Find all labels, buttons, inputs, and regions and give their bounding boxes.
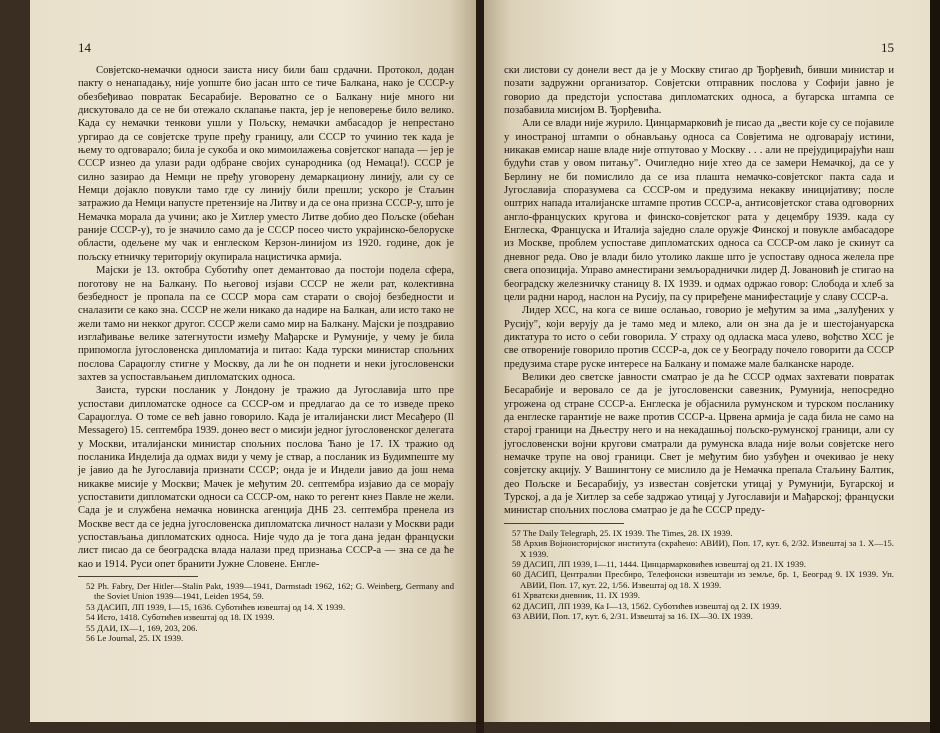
right-page [484, 0, 930, 722]
paragraph: Велики део светске јавности сматрао је да ће СССР одмах захтевати повратак Бесарабије и веровало се да је југословенски савезник, Румунија, непосредно угрожена од стране СССР-а. Енглеска је објаснила румунском и турском посланику да енглеске гарантије не важе против СССР-а. Црвена армија је сада била не само на старој граници на Дњестру него и на некадашњој пољско-румунској граници, али су југословенски војни кругови сматрали да румунска влада није вољи совјетске него немачке трупе на овој граници. Свет је међутим био узбуђен и очекивао је неку совјетску акцију. У Вашингтону се мислило да је Немачка препала Стаљину Балтик, део Пољске и Бесарабију, уз известан совјетски утицај у Румунији, Бугарској и Турској, а да је Хитлер за себе задржао утицај у Југославији и Мађарској; француски министар спољних послова сматрао је да ће СССР преду- [504, 371, 894, 517]
page-number-left: 14 [78, 40, 91, 55]
left-page [30, 0, 476, 722]
left-body-text [78, 64, 454, 571]
footnote: 52 Ph. Fabry, Der Hitler—Stalin Pakt, 1939—1941, Darmstadt 1962, 162; G. Weinberg, Germany and the Soviet Union 1939—1941, Leiden 1954, 59. [86, 581, 454, 602]
book-edge [930, 0, 940, 733]
paragraph: Совјетско-немачки односи заиста нису били баш срдачни. Протокол, додан пакту о ненападању, није уопште био јасан што се тиче Балкана, нако је СССР-у обезбеђивао повратак Бесарабије. Вероватно се о Балкану није много ни дискутовало да се не би отежало склапање пакта, јер је неповерење било велико. Када су немачки тенкови ушли у Пољску, немачки амбасадор је непрестано ургирао да се совјетске трупе пређу границу, али СССР то учинио тек када је њему то одговарало; била је сукоба и око мимоилажења совјетског напада — јер је СССР изнео да улази ради одбране својих сународника (од Немаца!). СССР је силно зазирао да Немци не пређу уговорену демаркациону линију, али су се Немци дојакло повукли тамо где су линију били прешли; ускоро је Стаљин затражио да Немци напусте претензије на Литву и да се она призна СССР-у, што је Немачка морала да учини; ако је Хитлер уместо Литве добио део Пољске (обећан раније СССР-у), то је значило само да је СССР посео чисто украјинско-белоруске области, одељене му чак и енглеском Керзон-линијом из 1920. године, док је пољску етничку територију окупирала нацистичка армија. [78, 65, 454, 263]
footnote-divider [78, 576, 198, 577]
paragraph: Заиста, турски посланик у Лондону је тражио да Југославија што пре успостави дипломатске односе са СССР-ом и предлагао да се то изведе преко Сараџоглуа. О томе се већ јавно говорило. Када је италијански лист Месађеро (Il Messagero) 15. септембра 1939. донео вест о мисији једног југословенског делегата у Москви, италијански министар спољних послова Ћано је 17. IX тражио од посланика Инделија да одмах види у чему је ствар, а посланик из Будимпеште му је јавио да ће Југославија признати СССР; онда је и Индели јавио да још нема никакве мисије у Москви; Мачек је међутим 20. септембра изјавио да се мораjу успоставити дипломатски односи са СССР-ом, нако то регент кнез Павле не жели. Сада је и службена немачка новинска агенција ДНБ 23. септембра пренела из Москве вест да се једна југословенска дипломатска личност налази у Москви ради успостављања дипломатских односа. Није чудо да је тога дана један француски лист писао да се београдска влада налази пред признања СССР-а — зна се да ће као и 1914. Руси опет бранити Јужне Словене. Енгле- [78, 385, 454, 570]
right-body-text [504, 64, 894, 518]
footnote: 58 Архив Војноисторијског института (скраћено: АВИИ), Поп. 17, кут. 6, 2/32. Извештај за 1. X—15. X 1939. [512, 538, 894, 559]
footnote: 59 ДАСИП, ЛП 1939, I—11, 1444. Цинцармарковићев извештај од 21. IX 1939. [512, 558, 806, 569]
footnote: 54 Исто, 1418. Суботићев извештај од 18. IX 1939. [86, 612, 275, 623]
paragraph: ски листови су донели вест да је у Москву стигао др Ђорђевић, бивши министар и позати задружни организатор. Совјетски отправник пословa у Софији јавно је говорио да предстоји успостава дипломатских односа, а бугарска штампа се позабавила мисијом В. Ђорђевића. [504, 65, 894, 117]
paragraph: Лидер ХСС, на кога се више ослањао, говорио је међутим за има „залуђених у Русију", који верују да је тамо мед и млеко, али он зна да је и шестојануарска диктатура то исто о себи говорила. У страху од одласка маса улево, вођство ХСС је све отвореније говорило против СССР-а, док се у Београду почело говорити да СССР предузима старе руске интересе на Балкану и помаже мале балканске народе. [504, 305, 894, 370]
left-footnotes [78, 581, 454, 643]
page-number-right: 15 [881, 40, 894, 55]
paragraph: Али се влади није журило. Цинцармарковић је писао да „вести које су се појавиле у иностраној штампи о обнављању односа са Совјетима не одговарају истини, никакав емисар наше владе није отпутовао у Москву . . . али не прејудицирајући наш будући став у овом питању". Очигледно није хтео да се замери Немачкој, да се у Берлину не би помислило да се иза плашта немачко-совјетског пакта сада и Југославија споразумева са СССР-ом и предузима некакву иницијативу; после оштрих напада италијанске штампе против СССР-а, антисовјетског става одговорних англо-француских кругова и финско-совјетског рата у децембру 1939. када су Енглеска, Француска и Италија заједно слале оружје Финској и повукле амбасадоре из Москве, проблем успоставе дипломатских односа са СССР-ом лако је скинут са дневног реда. Ово је влади било утолико лакше што је успоставу односа желела пре свега опозиција. Управо амнестирани земљораднички лидер Д. Јовановић је стигао на београдску железничку станицу 8. IX 1939. и одмах одржао говор: Слобода и хлеб за цели радни народ, наслон на Русију, па су приређене манифестације у славу СССР-а. [504, 118, 894, 303]
footnote: 62 ДАСИП, ЛП 1939, Ка I—13, 1562. Суботићев извештај од 2. IX 1939. [512, 600, 782, 611]
footnote: 63 АВИИ, Поп. 17, кут. 6, 2/31. Извештај за 16. IX—30. IX 1939. [512, 610, 753, 621]
book-gutter [476, 0, 484, 733]
footnote: 55 ДАИ, IX—1, 169, 203, 206. [86, 622, 198, 633]
footnote: 56 Le Journal, 25. IX 1939. [86, 633, 184, 644]
right-footnotes [504, 528, 894, 622]
footnote: 60 ДАСИП, Централни Пресбиро, Телефонски извештаји из земље, бр. 1, Београд 9. IX 1939. Уп. АВИИ, Поп. 17, кут. 22, 1/56. Извештај од 18. X 1939. [512, 569, 894, 590]
footnote-divider [504, 523, 624, 524]
footnote: 57 The Daily Telegraph, 25. IX 1939. The Times, 28. IX 1939. [512, 527, 733, 538]
footnote: 53 ДАСИП, ЛП 1939, I—15, 1636. Суботићев извештај од 14. X 1939. [86, 601, 346, 612]
footnote: 61 Хрватски дневник, 11. IX 1939. [512, 590, 640, 601]
paragraph: Мајски је 13. октобра Суботићу опет демантовао да постоји подела сфера, поготову не на Балкану. По његовој изјави СССР не жели рат, колективна безбедност је пропала па се СССР мора сам старати о својој безбедности и сналазити се како зна. СССР не жели никако да надире на Балкан, али исто тако не жели тамо ни некког другог. СССР жели само мир на Балкану. Мајски је поздравио изглађивање велике затегнутости између Мађарске и Румуније, у чему је била припомогла југословенска дипломатија и питао: Када турски министар спољних послова Сараџоглу стигне у Москву, да ли ће он поднети и неки југословенски захтев за успостављањем дипломатских односа. [78, 265, 454, 383]
